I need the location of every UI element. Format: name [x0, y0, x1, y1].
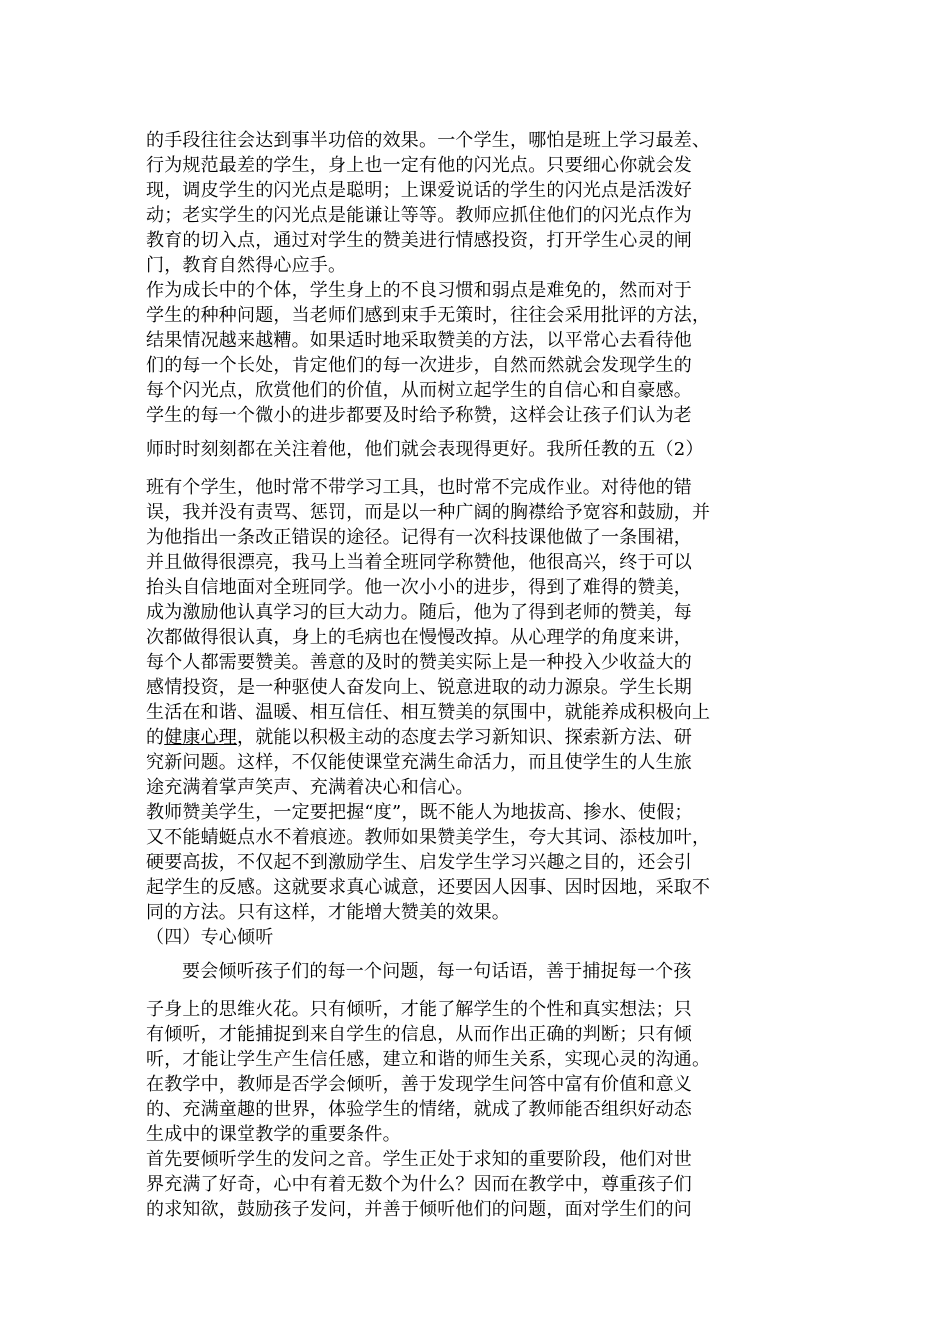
text-line: 作为成长中的个体，学生身上的不良习惯和弱点是难免的，然而对于	[146, 280, 692, 301]
text-line: 动；老实学生的闪光点是能谦让等等。教师应抓住他们的闪光点作为	[146, 205, 692, 226]
text-line: 的手段往往会达到事半功倍的效果。一个学生，哪怕是班上学习最差、	[146, 130, 711, 151]
text-line: 究新问题。这样，不仅能使课堂充满生命活力，而且使学生的人生旅	[146, 752, 692, 773]
text-line: 教育的切入点，通过对学生的赞美进行情感投资，打开学生心灵的闸	[146, 230, 692, 251]
text-line: 途充满着掌声笑声、充满着决心和信心。	[146, 777, 474, 798]
text-line: 并且做得很漂亮，我马上当着全班同学称赞他，他很高兴，终于可以	[146, 552, 692, 573]
text-line: 为他指出一条改正错误的途径。记得有一次科技课他做了一条围裙，	[146, 527, 692, 548]
text-line: 行为规范最差的学生，身上也一定有他的闪光点。只要细心你就会发	[146, 155, 692, 176]
text-fragment: ，就能以积极主动的态度去学习新知识、探索新方法、研	[237, 727, 693, 748]
text-line: 学生的种种问题，当老师们感到束手无策时，往往会采用批评的方法，	[146, 305, 711, 326]
text-line: 教师赞美学生，一定要把握“度”，既不能人为地拔高、掺水、使假；	[146, 802, 693, 823]
text-line: 生成中的课堂教学的重要条件。	[146, 1124, 401, 1145]
text-line: 现，调皮学生的闪光点是聪明；上课爱说话的学生的闪光点是活泼好	[146, 180, 692, 201]
text-line-with-link	[146, 725, 816, 750]
text-line: 们的每一个长处，肯定他们的每一次进步，自然而然就会发现学生的	[146, 355, 692, 376]
text-line: 有倾听，才能捕捉到来自学生的信息，从而作出正确的判断；只有倾	[146, 1024, 692, 1045]
text-fragment: 的	[146, 727, 165, 748]
text-line: 生活在和谐、温暖、相互信任、相互赞美的氛围中，就能养成积极向上	[146, 702, 711, 723]
text-line: 学生的每一个微小的进步都要及时给予称赞，这样会让孩子们认为老	[146, 405, 692, 426]
text-line: 抬头自信地面对全班同学。他一次小小的进步，得到了难得的赞美，	[146, 577, 692, 598]
text-line: 每个闪光点，欣赏他们的价值，从而树立起学生的自信心和自豪感。	[146, 380, 692, 401]
text-line: 起学生的反感。这就要求真心诚意，还要因人因事、因时因地，采取不	[146, 877, 711, 898]
text-line: 听，才能让学生产生信任感，建立和谐的师生关系，实现心灵的沟通。	[146, 1049, 711, 1070]
text-line: 成为激励他认真学习的巨大动力。随后，他为了得到老师的赞美，每	[146, 602, 692, 623]
text-line: 班有个学生，他时常不带学习工具，也时常不完成作业。对待他的错	[146, 477, 692, 498]
text-line: 子身上的思维火花。只有倾听，才能了解学生的个性和真实想法；只	[146, 999, 692, 1020]
text-line: 次都做得很认真，身上的毛病也在慢慢改掉。从心理学的角度来讲，	[146, 627, 692, 648]
text-line: 每个人都需要赞美。善意的及时的赞美实际上是一种投入少收益大的	[146, 652, 692, 673]
text-line: 的求知欲，鼓励孩子发问，并善于倾听他们的问题，面对学生们的问	[146, 1199, 692, 1220]
text-line: 感情投资，是一种驱使人奋发向上、锐意进取的动力源泉。学生长期	[146, 677, 692, 698]
text-line: 误，我并没有责骂、惩罚，而是以一种广阔的胸襟给予宽容和鼓励，并	[146, 502, 711, 523]
text-line: 首先要倾听学生的发问之音。学生正处于求知的重要阶段，他们对世	[146, 1149, 692, 1170]
text-line: 硬要高拔，不仅起不到激励学生、启发学生学习兴趣之目的，还会引	[146, 852, 692, 873]
text-line: 的、充满童趣的世界，体验学生的情绪，就成了教师能否组织好动态	[146, 1099, 692, 1120]
section-heading: （四）专心倾听	[146, 927, 274, 948]
text-line: 又不能蜻蜓点水不着痕迹。教师如果赞美学生，夸大其词、添枝加叶，	[146, 827, 711, 848]
text-line: 师时时刻刻都在关注着他，他们就会表现得更好。我所任教的五（2）	[146, 439, 704, 460]
text-line: 同的方法。只有这样，才能增大赞美的效果。	[146, 902, 510, 923]
text-line: 在教学中，教师是否学会倾听，善于发现学生问答中富有价值和意义	[146, 1074, 692, 1095]
health-psychology-link[interactable]: 健康心理	[164, 727, 238, 748]
text-line: 要会倾听孩子们的每一个问题，每一句话语，善于捕捉每一个孩	[182, 961, 692, 982]
text-line: 界充满了好奇，心中有着无数个为什么？因而在教学中，尊重孩子们	[146, 1174, 692, 1195]
text-line: 门，教育自然得心应手。	[146, 255, 347, 276]
text-line: 结果情况越来越糟。如果适时地采取赞美的方法，以平常心去看待他	[146, 330, 692, 351]
